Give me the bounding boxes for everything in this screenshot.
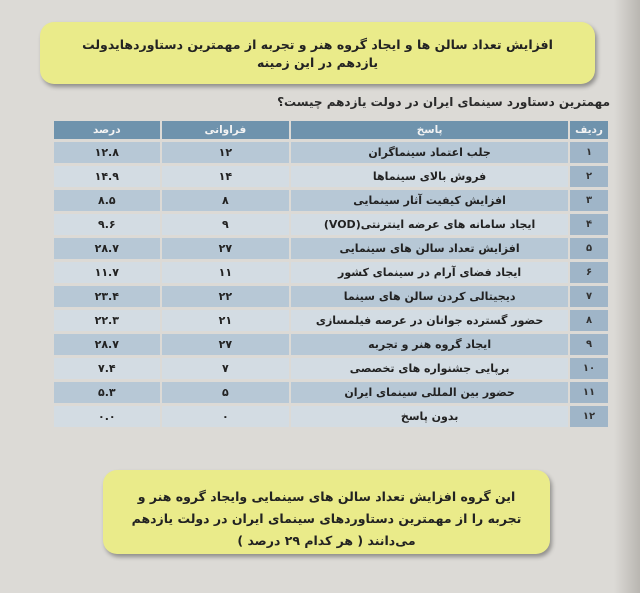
- cell-rank: ۶: [570, 262, 608, 283]
- bottom-summary-text: این گروه افزایش تعداد سالن های سینمایی وایجاد گروه هنر و تجربه را از مهمترین دستاوردهای سینمای ایران در دولت یازدهم می‌دانند ( هر کدام ۲۹ درصد ): [131, 489, 522, 548]
- bottom-summary-callout: [103, 470, 550, 554]
- top-summary-callout: [40, 22, 595, 84]
- cell-frequency: ۹: [162, 214, 290, 235]
- cell-rank: ۴: [570, 214, 608, 235]
- top-summary-text: افزایش تعداد سالن ها و ایجاد گروه هنر و تجربه از مهمترین دستاوردهایدولت یازدهم در این زمینه: [82, 37, 553, 70]
- table-header-row: [54, 121, 608, 139]
- cell-percent: ۲۸.۷: [54, 238, 160, 259]
- cell-percent: ۹.۶: [54, 214, 160, 235]
- table-row: [54, 334, 608, 355]
- table-row: [54, 190, 608, 211]
- cell-rank: ۳: [570, 190, 608, 211]
- cell-answer: حضور بین المللی سینمای ایران: [291, 382, 568, 403]
- cell-percent: ۲۳.۴: [54, 286, 160, 307]
- table-row: [54, 382, 608, 403]
- cell-rank: ۸: [570, 310, 608, 331]
- cell-rank: ۵: [570, 238, 608, 259]
- cell-frequency: ۱۴: [162, 166, 290, 187]
- cell-answer: دیجیتالی کردن سالن های سینما: [291, 286, 568, 307]
- cell-frequency: ۸: [162, 190, 290, 211]
- table-row: [54, 166, 608, 187]
- table-row: [54, 214, 608, 235]
- cell-frequency: ۱۱: [162, 262, 290, 283]
- table-row: [54, 358, 608, 379]
- cell-answer: بدون پاسخ: [291, 406, 568, 427]
- header-answer: پاسخ: [291, 121, 568, 139]
- table-row: [54, 286, 608, 307]
- page-edge-shadow: [614, 0, 640, 593]
- cell-answer: حضور گسترده جوانان در عرصه فیلمسازی: [291, 310, 568, 331]
- cell-answer: افزایش کیفیت آثار سینمایی: [291, 190, 568, 211]
- cell-frequency: ۵: [162, 382, 290, 403]
- cell-frequency: ۱۲: [162, 142, 290, 163]
- cell-percent: ۱۲.۸: [54, 142, 160, 163]
- cell-answer: ایجاد گروه هنر و تجربه: [291, 334, 568, 355]
- results-table: [52, 118, 610, 430]
- table-row: [54, 238, 608, 259]
- cell-frequency: ۲۲: [162, 286, 290, 307]
- cell-percent: ۲۸.۷: [54, 334, 160, 355]
- cell-answer: برپایی جشنواره های تخصصی: [291, 358, 568, 379]
- cell-answer: جلب اعتماد سینماگران: [291, 142, 568, 163]
- cell-answer: فروش بالای سینماها: [291, 166, 568, 187]
- cell-percent: ۷.۴: [54, 358, 160, 379]
- cell-percent: ۱۱.۷: [54, 262, 160, 283]
- cell-percent: ۱۴.۹: [54, 166, 160, 187]
- cell-rank: ۹: [570, 334, 608, 355]
- cell-answer: افزایش تعداد سالن های سینمایی: [291, 238, 568, 259]
- table-row: [54, 406, 608, 427]
- survey-question: مهمترین دستاورد سینمای ایران در دولت یازدهم چیست؟: [277, 95, 610, 109]
- cell-answer: ایجاد سامانه های عرضه اینترنتی(VOD): [291, 214, 568, 235]
- cell-answer: ایجاد فضای آرام در سینمای کشور: [291, 262, 568, 283]
- cell-rank: ۷: [570, 286, 608, 307]
- cell-rank: ۱۱: [570, 382, 608, 403]
- table-row: [54, 142, 608, 163]
- cell-frequency: ۰: [162, 406, 290, 427]
- cell-rank: ۲: [570, 166, 608, 187]
- header-rank: ردیف: [570, 121, 608, 139]
- cell-frequency: ۷: [162, 358, 290, 379]
- cell-percent: ۲۲.۳: [54, 310, 160, 331]
- table-row: [54, 310, 608, 331]
- cell-percent: ۰.۰: [54, 406, 160, 427]
- cell-frequency: ۲۷: [162, 238, 290, 259]
- table-row: [54, 262, 608, 283]
- cell-frequency: ۲۱: [162, 310, 290, 331]
- header-frequency: فراوانی: [162, 121, 290, 139]
- cell-percent: ۸.۵: [54, 190, 160, 211]
- cell-rank: ۱۲: [570, 406, 608, 427]
- cell-percent: ۵.۳: [54, 382, 160, 403]
- cell-rank: ۱۰: [570, 358, 608, 379]
- cell-frequency: ۲۷: [162, 334, 290, 355]
- header-percent: درصد: [54, 121, 160, 139]
- table-body: [54, 142, 608, 427]
- cell-rank: ۱: [570, 142, 608, 163]
